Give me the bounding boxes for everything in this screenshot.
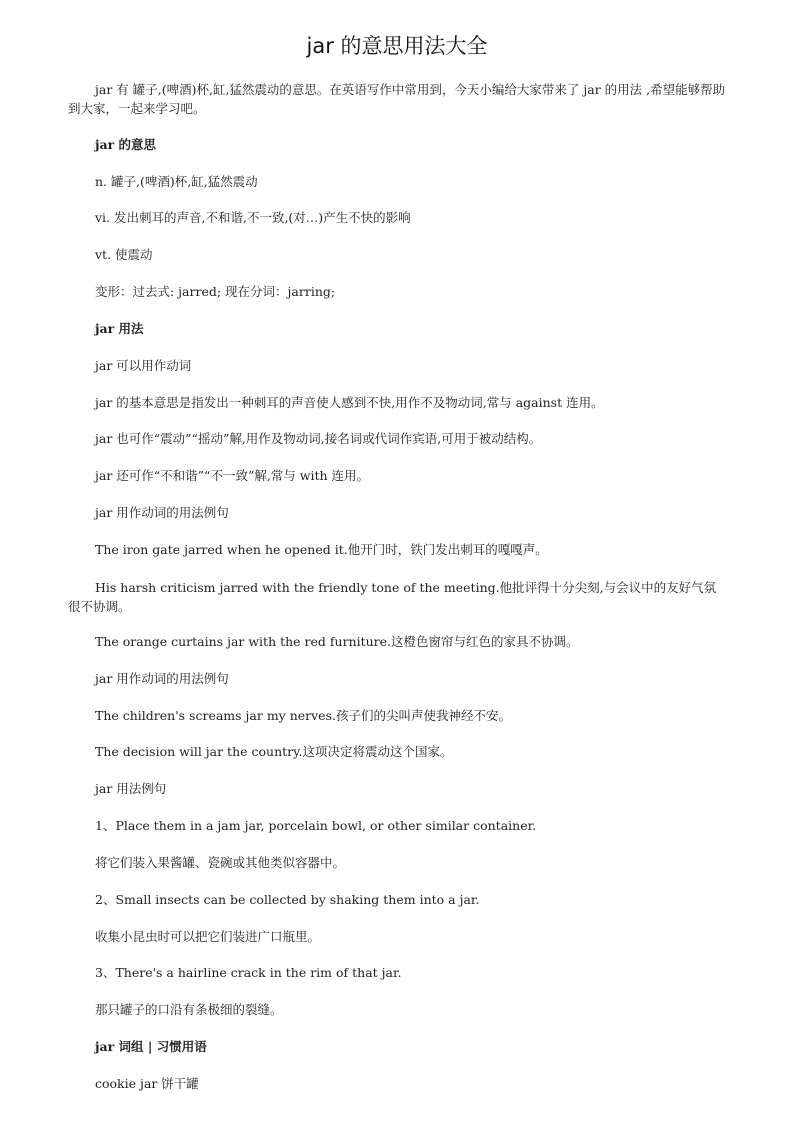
meaning-noun: n. 罐子,(啤酒)杯,缸,猛然震动	[95, 174, 258, 189]
page-title: jar 的意思用法大全	[306, 34, 488, 58]
example-1-english: 1、Place them in a jam jar, porcelain bowl, or other similar container.	[95, 818, 537, 833]
usage-line-2: jar 的基本意思是指发出一种刺耳的声音使人感到不快,用作不及物动词,常与 against 连用。	[95, 395, 604, 410]
meaning-vi: vi. 发出刺耳的声音,不和谐,不一致,(对…)产生不快的影响	[95, 210, 411, 225]
example-2-english: 2、Small insects can be collected by shaking them into a jar.	[95, 892, 480, 907]
verb-examples-heading-1: jar 用作动词的用法例句	[95, 505, 229, 520]
phrases-heading: jar 词组 | 习惯用语	[95, 1039, 207, 1054]
example-3-chinese: 那只罐子的口沿有条极细的裂缝。	[95, 1002, 283, 1017]
example-1-chinese: 将它们装入果酱罐、瓷碗或其他类似容器中。	[95, 855, 346, 870]
usage-heading: jar 用法	[95, 321, 144, 336]
example-2-chinese: 收集小昆虫时可以把它们装进广口瓶里。	[95, 929, 321, 944]
usage-line-1: jar 可以用作动词	[95, 358, 192, 373]
verb-example-3: The orange curtains jar with the red furniture.这橙色窗帘与红色的家具不协调。	[95, 634, 579, 649]
verb-example-4: The children's screams jar my nerves.孩子们的尖叫声使我神经不安。	[95, 708, 511, 723]
meaning-vt: vt. 使震动	[95, 247, 153, 262]
meaning-heading: jar 的意思	[95, 137, 157, 152]
verb-example-5: The decision will jar the country.这项决定将震动这个国家。	[95, 744, 453, 759]
intro-paragraph: jar 有 罐子,(啤酒)杯,缸,猛然震动的意思。在英语写作中常用到，今天小编给大家带来了 jar 的用法 ,希望能够帮助到大家，一起来学习吧。	[68, 82, 726, 116]
usage-line-3: jar 也可作“震动”“摇动”解,用作及物动词,接名词或代词作宾语,可用于被动结构。	[95, 431, 542, 446]
phrase-1: cookie jar 饼干罐	[95, 1076, 199, 1091]
verb-example-1: The iron gate jarred when he opened it.他开门时，铁门发出刺耳的嘎嘎声。	[95, 542, 548, 557]
word-forms: 变形：过去式: jarred; 现在分词：jarring;	[95, 284, 336, 299]
examples-heading: jar 用法例句	[95, 781, 167, 796]
verb-examples-heading-2: jar 用作动词的用法例句	[95, 671, 229, 686]
verb-example-2: His harsh criticism jarred with the friendly tone of the meeting.他批评得十分尖刻,与会议中的友好气氛很不协调。	[68, 580, 717, 614]
example-3-english: 3、There's a hairline crack in the rim of that jar.	[95, 965, 402, 980]
usage-line-4: jar 还可作“不和谐”“不一致”解,常与 with 连用。	[95, 468, 370, 483]
